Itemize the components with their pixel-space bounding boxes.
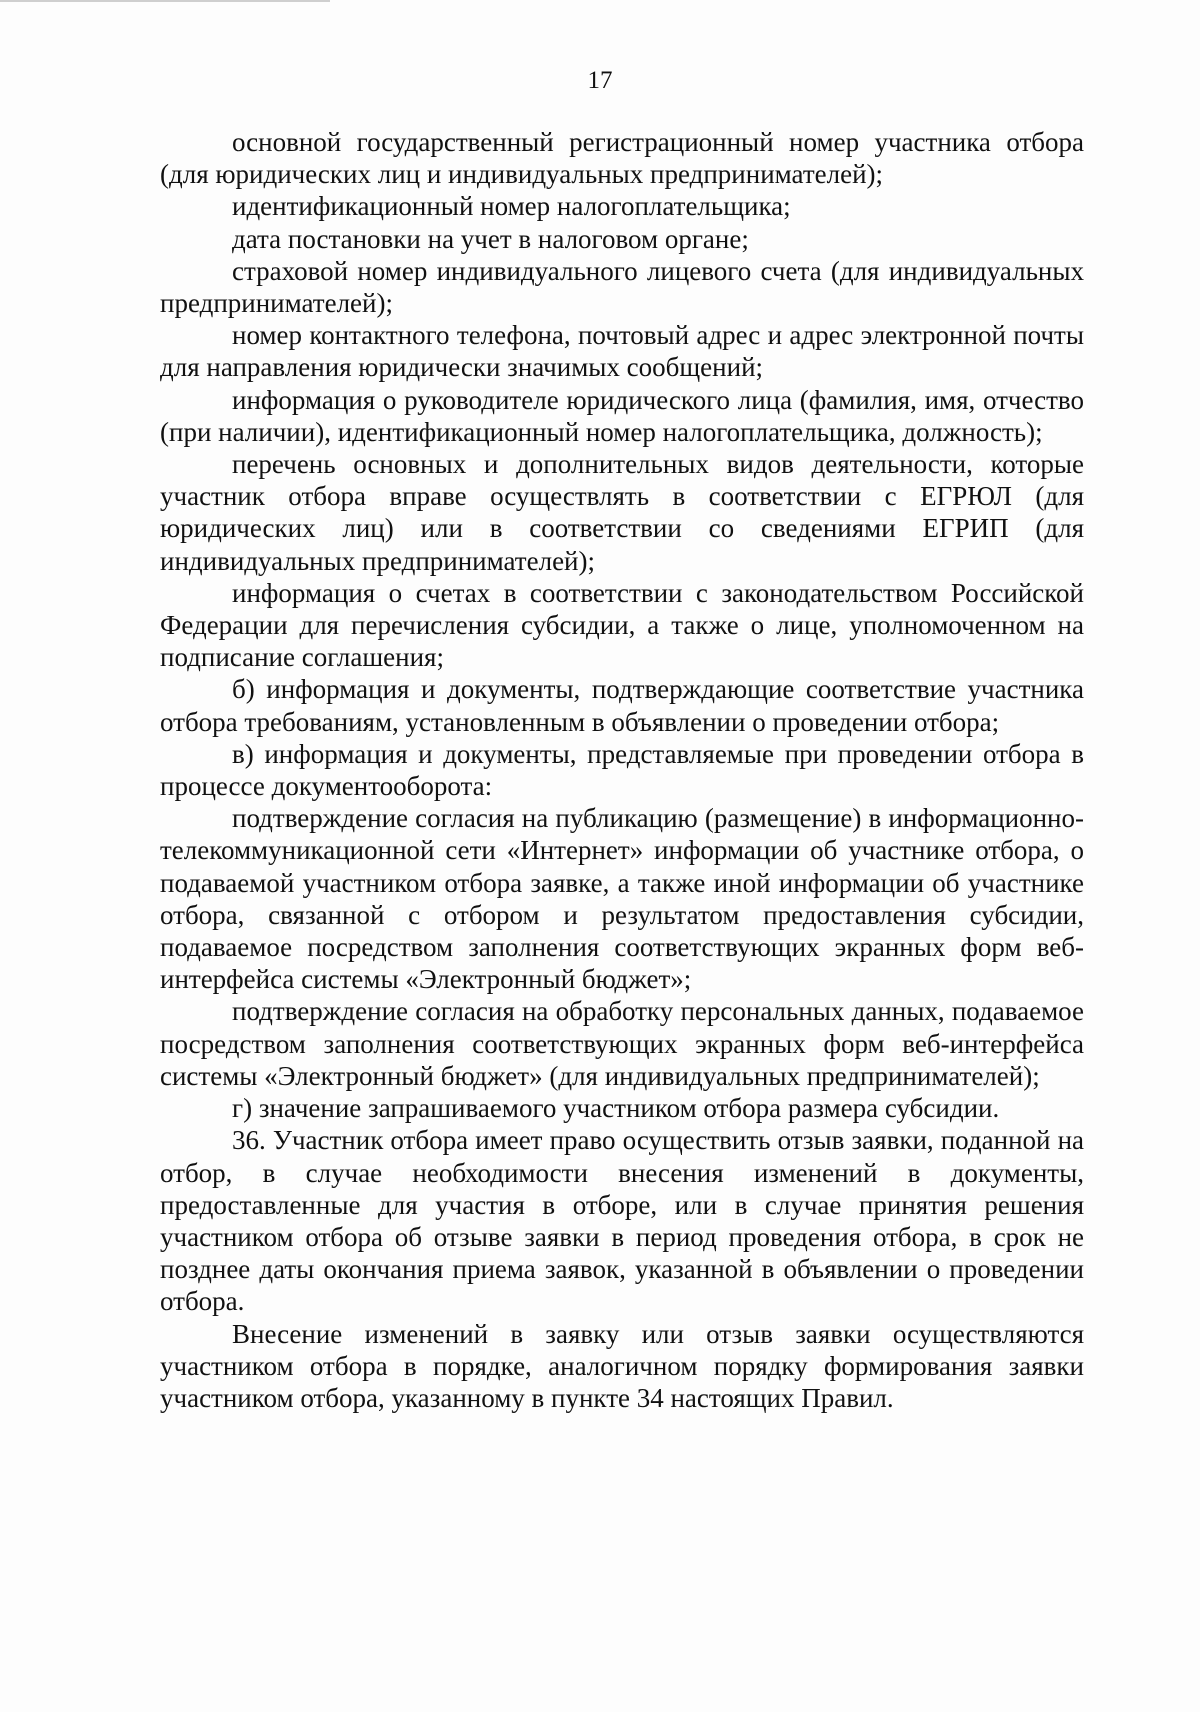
document-body — [160, 126, 1084, 1414]
paragraph-clause-36: 36. Участник отбора имеет право осуществить отзыв заявки, поданной на отбор, в случае необходимости внесения изменений в документы, предоставленные для участия в отборе, или в случае принятия решения участником отбора об отзыве заявки в период проведения отбора, в срок не позднее даты окончания приема заявок, указанной в объявлении о проведении отбора. — [160, 1125, 1084, 1317]
paragraph-contacts: номер контактного телефона, почтовый адрес и адрес электронной почты для направления юридически значимых сообщений; — [160, 320, 1084, 383]
paragraph-amendment: Внесение изменений в заявку или отзыв заявки осуществляются участником отбора в порядке, аналогичном порядку формирования заявки участником отбора, указанному в пункте 34 настоящих Правил. — [160, 1318, 1084, 1413]
paragraph-item-v: в) информация и документы, представляемые при проведении отбора в процессе документооборота: — [160, 738, 1084, 802]
paragraph-snils: страховой номер индивидуального лицевого счета (для индивидуальных предпринимателей); — [160, 255, 1084, 319]
paragraph-personal-data-consent: подтверждение согласия на обработку персональных данных, подаваемое посредством заполнения соответствующих экранных форм веб-интерфейса системы «Электронный бюджет» (для индивидуальных предпринимателей); — [160, 996, 1084, 1091]
paragraph-activity-types: перечень основных и дополнительных видов деятельности, которые участник отбора вправе осуществлять в соответствии с ЕГРЮЛ (для юридических лиц) или в соответствии со сведениями ЕГРИП (для индивидуальных предпринимателей); — [160, 449, 1084, 576]
scan-edge-line — [0, 0, 330, 2]
paragraph-inn: идентификационный номер налогоплательщика; — [232, 191, 791, 222]
paragraph-item-g: г) значение запрашиваемого участником отбора размера субсидии. — [232, 1093, 1000, 1124]
page-number: 17 — [587, 67, 613, 94]
paragraph-item-b: б) информация и документы, подтверждающие соответствие участника отбора требованиям, установленным в объявлении о проведении отбора; — [160, 674, 1084, 737]
paragraph-ogrn: основной государственный регистрационный номер участника отбора (для юридических лиц и индивидуальных предпринимателей); — [160, 127, 1084, 190]
paragraph-head-info: информация о руководителе юридического лица (фамилия, имя, отчество (при наличии), идентификационный номер налогоплательщика, должность); — [160, 384, 1084, 447]
paragraph-publication-consent: подтверждение согласия на публикацию (размещение) в информационно-телекоммуникационной сети «Интернет» информации об участнике отбора, о подаваемой участником отбора заявке, а также иной информации об участнике отбора, связанной с отбором и результатом предоставления субсидии, подаваемое посредством заполнения соответствующих экранных форм веб-интерфейса системы «Электронный бюджет»; — [160, 803, 1084, 995]
paragraph-bank-accounts: информация о счетах в соответствии с законодательством Российской Федерации для перечисления субсидии, а также о лице, уполномоченном на подписание соглашения; — [160, 577, 1084, 673]
paragraph-tax-registration-date: дата постановки на учет в налоговом органе; — [232, 223, 749, 254]
